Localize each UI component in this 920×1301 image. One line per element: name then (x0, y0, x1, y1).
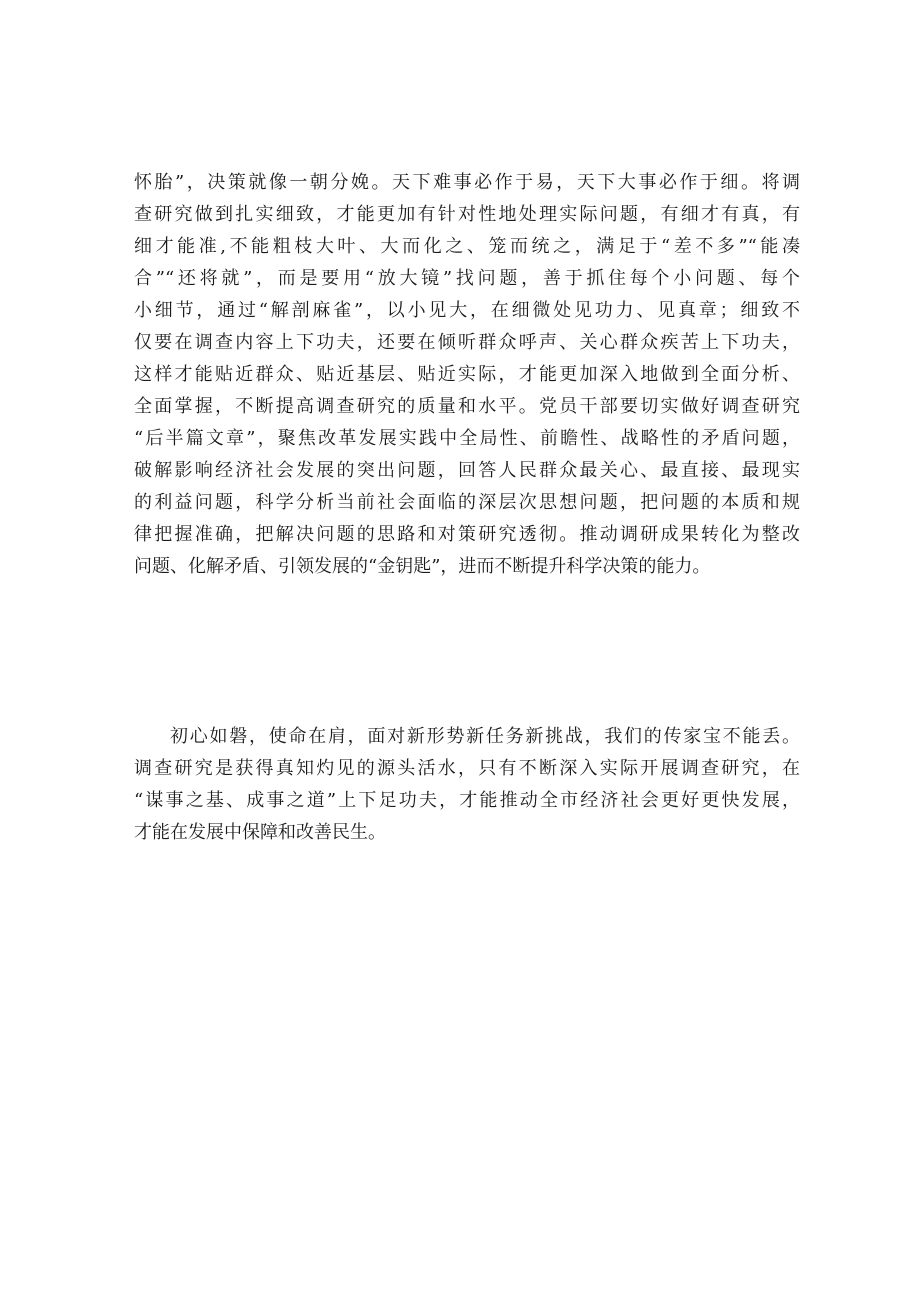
paragraph-first-line: 初心如磐，使命在肩，面对新形势新任务新挑战，我们的传家宝不能丢。 (170, 726, 800, 747)
body-paragraph-2 (134, 721, 800, 849)
paragraph-line: 破解影响经济社会发展的突出问题，回答人民群众最关心、最直接、最现实 (134, 460, 800, 481)
paragraph-line: “谋事之基、成事之道”上下足功夫，才能推动全市经济社会更好更快发展， (134, 790, 800, 811)
body-paragraph-1 (134, 167, 800, 583)
paragraph-line: 全面掌握，不断提高调查研究的质量和水平。党员干部要切实做好调查研究 (134, 396, 800, 417)
paragraph-line: 仅要在调查内容上下功夫，还要在倾听群众呼声、关心群众疾苦上下功夫， (134, 332, 800, 353)
paragraph-line: 细才能准,不能粗枝大叶、大而化之、笼而统之，满足于“差不多”“能凑 (134, 236, 800, 257)
paragraph-line: 调查研究是获得真知灼见的源头活水，只有不断深入实际开展调查研究，在 (134, 758, 800, 779)
paragraph-line: 小细节，通过“解剖麻雀”，以小见大，在细微处见功力、见真章；细致不 (134, 300, 800, 321)
paragraph-line: “后半篇文章”，聚焦改革发展实践中全局性、前瞻性、战略性的矛盾问题， (134, 428, 800, 449)
paragraph-line: 的利益问题，科学分析当前社会面临的深层次思想问题，把问题的本质和规 (134, 492, 800, 513)
paragraph-line: 怀胎”，决策就像一朝分娩。天下难事必作于易，天下大事必作于细。将调 (134, 172, 800, 193)
paragraph-line: 这样才能贴近群众、贴近基层、贴近实际，才能更加深入地做到全面分析、 (134, 364, 800, 385)
paragraph-line: 才能在发展中保障和改善民生。 (134, 822, 386, 843)
paragraph-line: 合”“还将就”，而是要用“放大镜”找问题，善于抓住每个小问题、每个 (134, 268, 800, 289)
paragraph-line: 问题、化解矛盾、引领发展的“金钥匙”，进而不断提升科学决策的能力。 (134, 556, 711, 577)
paragraph-line: 查研究做到扎实细致，才能更加有针对性地处理实际问题，有细才有真，有 (134, 204, 800, 225)
paragraph-line: 律把握准确，把解决问题的思路和对策研究透彻。推动调研成果转化为整改 (134, 524, 800, 545)
